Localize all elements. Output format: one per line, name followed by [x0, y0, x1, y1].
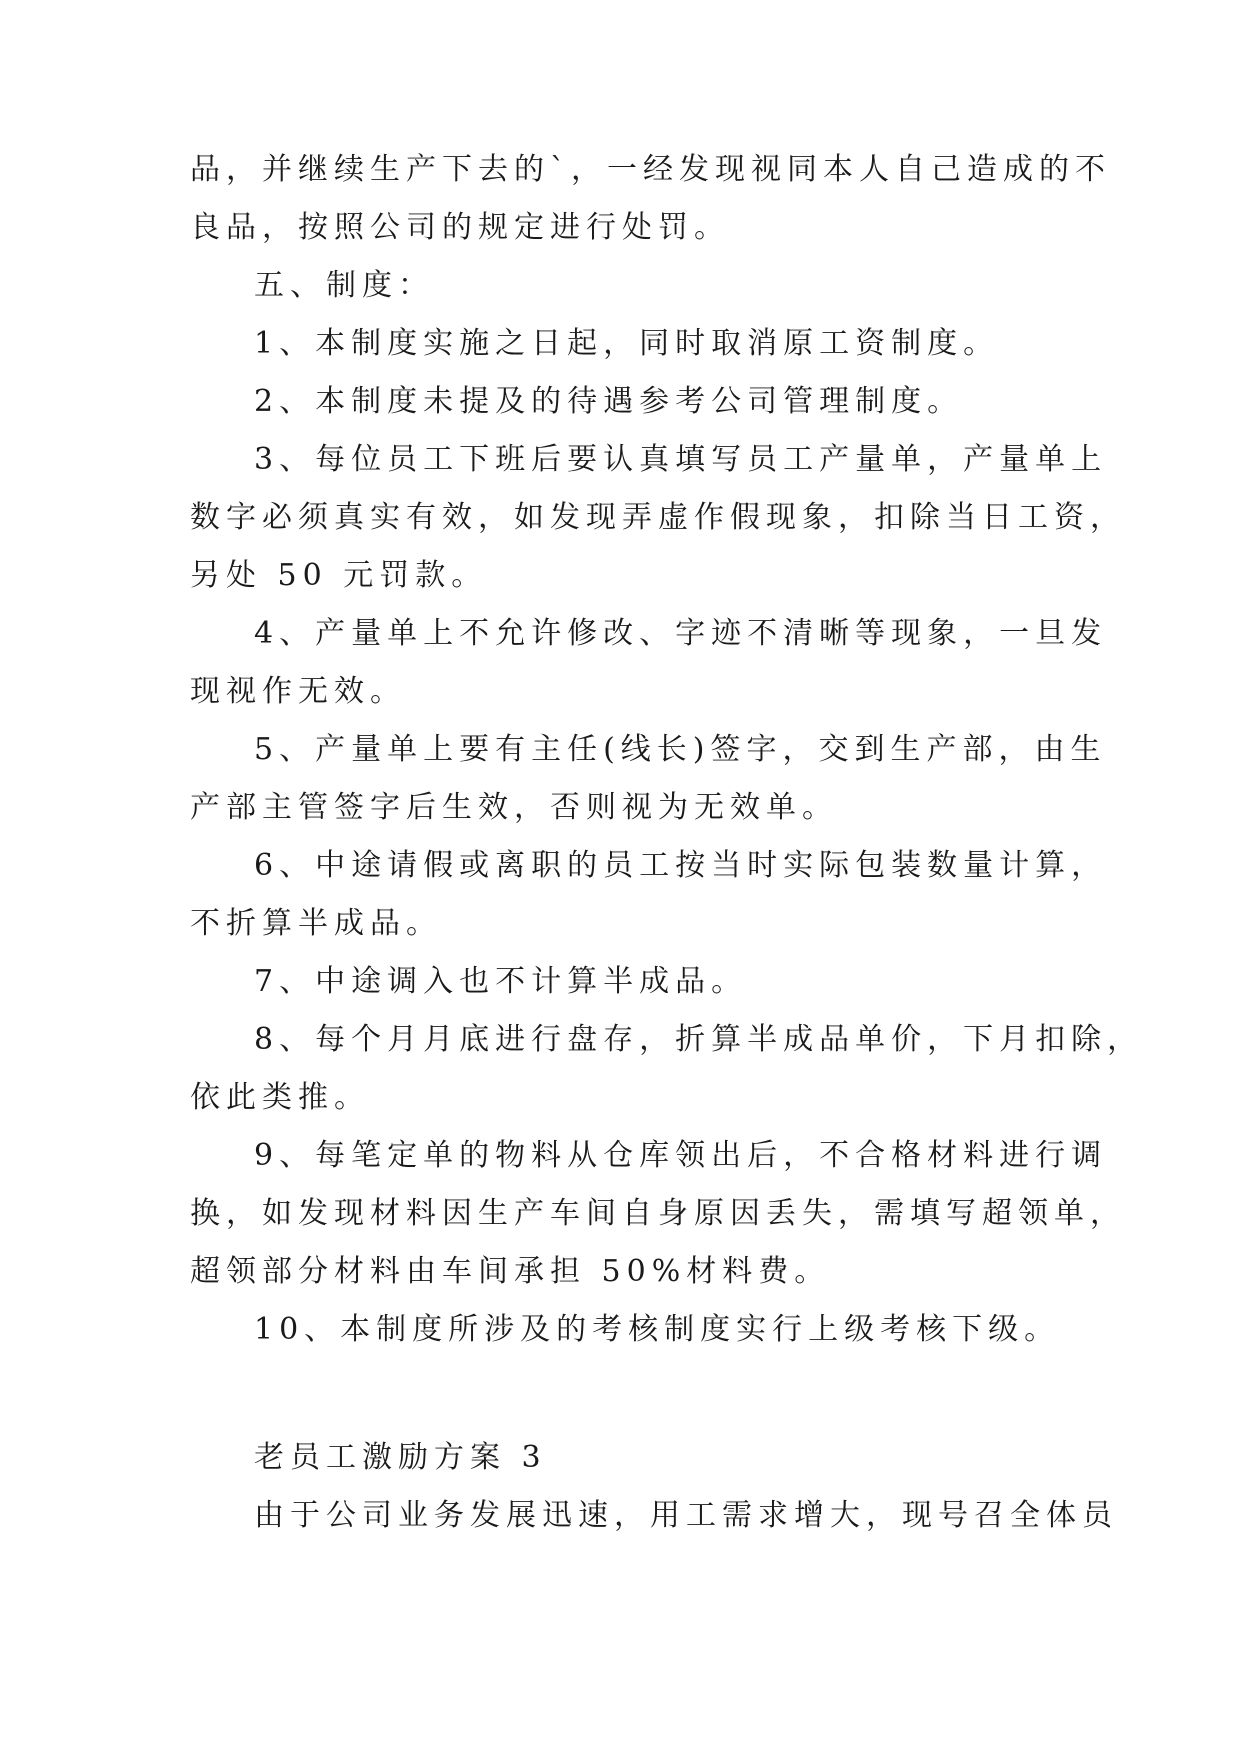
list-item: 3、每位员工下班后要认真填写员工产量单，产量单上 [254, 442, 1108, 477]
section-heading: 五、制度： [254, 268, 434, 303]
list-item: 9、每笔定单的物料从仓库领出后，不合格材料进行调 [254, 1138, 1108, 1173]
text-line: 数字必须真实有效，如发现弄虚作假现象，扣除当日工资， [190, 500, 1126, 535]
list-item: 6、中途请假或离职的员工按当时实际包装数量计算， [254, 848, 1108, 883]
text-line: 另处 50 元罚款。 [190, 558, 488, 593]
text-line: 换，如发现材料因生产车间自身原因丢失，需填写超领单， [190, 1196, 1126, 1231]
text-line: 现视作无效。 [190, 674, 406, 709]
text-line: 品，并继续生产下去的`，一经发现视同本人自己造成的不 [190, 152, 1111, 187]
list-item: 5、产量单上要有主任(线长)签字，交到生产部，由生 [254, 732, 1107, 767]
list-item: 2、本制度未提及的待遇参考公司管理制度。 [254, 384, 964, 419]
list-item: 4、产量单上不允许修改、字迹不清晰等现象，一旦发 [254, 616, 1108, 651]
text-line: 超领部分材料由车间承担 50%材料费。 [190, 1254, 831, 1289]
list-item: 1、本制度实施之日起，同时取消原工资制度。 [254, 326, 1000, 361]
text-line: 产部主管签字后生效，否则视为无效单。 [190, 790, 838, 825]
text-line: 良品，按照公司的规定进行处罚。 [190, 210, 730, 245]
list-item: 8、每个月月底进行盘存，折算半成品单价，下月扣除， [254, 1022, 1144, 1057]
text-line: 不折算半成品。 [190, 906, 442, 941]
text-line: 由于公司业务发展迅速，用工需求增大，现号召全体员 [254, 1498, 1118, 1533]
list-item: 7、中途调入也不计算半成品。 [254, 964, 748, 999]
list-item: 10、本制度所涉及的考核制度实行上级考核下级。 [254, 1312, 1061, 1347]
section-title: 老员工激励方案 3 [254, 1440, 547, 1475]
text-line: 依此类推。 [190, 1080, 370, 1115]
